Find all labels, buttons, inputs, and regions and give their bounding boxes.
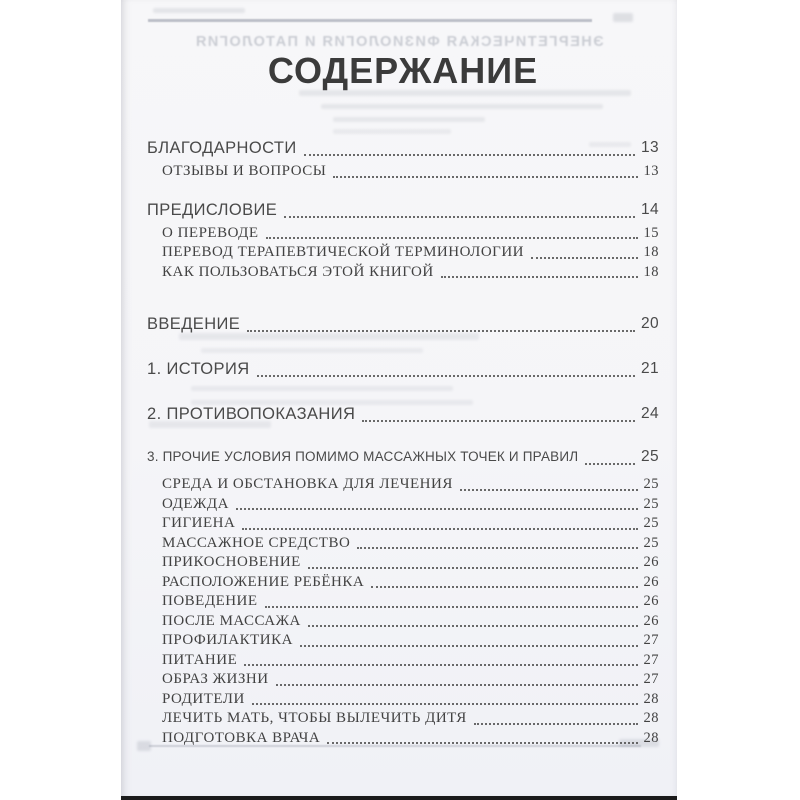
toc-row [162,651,659,671]
bleedthrough-rule [148,19,592,22]
toc-row [162,709,659,729]
toc-row [162,670,659,690]
toc-entry-label: ПОСЛЕ МАССАЖА [162,612,301,629]
toc-page-number: 25 [643,515,659,531]
dot-leader [265,606,638,608]
toc-row [162,495,659,515]
dot-leader [460,489,638,491]
toc-entry-label: ОБРАЗ ЖИЗНИ [162,671,269,687]
toc-row [147,402,659,426]
dot-leader [357,547,637,549]
toc-page-number: 28 [643,690,659,707]
dot-leader [308,625,638,627]
toc-page-number: 27 [643,671,659,687]
toc-page-number: 26 [643,573,659,590]
toc-entry-label: 1. ИСТОРИЯ [147,360,250,378]
toc-page-number: 26 [643,612,659,629]
toc-entry-label: ПРОФИЛАКТИКА [162,632,293,648]
dot-leader [236,508,638,510]
toc-page-number: 20 [640,315,659,332]
toc-page-number: 26 [643,554,659,570]
toc-row [147,357,659,381]
dot-leader [276,684,638,686]
dot-leader [441,276,638,278]
toc-page-number: 24 [640,405,659,422]
book-page [121,0,677,797]
toc-entry-label: ПОДГОТОВКА ВРАЧА [162,729,321,746]
toc-row [162,243,659,263]
dot-leader [308,567,638,569]
toc-section [147,445,659,748]
toc-entry-label: ЛЕЧИТЬ МАТЬ, ЧТОБЫ ВЫЛЕЧИТЬ ДИТЯ [162,710,467,726]
dot-leader [242,528,637,530]
toc-row [162,534,659,554]
bleedthrough-smudge [613,13,633,22]
toc-page-number: 25 [643,476,659,492]
toc-row [147,198,659,222]
toc-page-number: 27 [643,651,659,668]
toc-entry-label: МАССАЖНОЕ СРЕДСТВО [162,534,351,551]
toc-entry-label: ПРИКОСНОВЕНИЕ [162,554,301,570]
toc-entry-label: ОДЕЖДА [162,495,229,512]
toc-row [162,631,659,651]
toc-page-number: 15 [643,224,659,241]
toc-entry-label: ГИГИЕНА [162,515,236,531]
dot-leader [327,742,637,744]
dot-leader [474,723,638,725]
dot-leader [585,463,635,465]
toc-section [147,312,659,336]
toc-row [162,612,659,632]
toc-entry-label: ВВЕДЕНИЕ [147,315,241,333]
toc-section [147,357,659,381]
toc-page-number: 26 [643,593,659,609]
toc-entry-label: 2. ПРОТИВОПОКАЗАНИЯ [147,405,356,423]
table-of-contents [121,52,677,797]
dot-leader [300,645,638,647]
toc-row [162,514,659,534]
dot-leader [244,664,637,666]
toc-section [147,402,659,426]
toc-entry-label: СРЕДА И ОБСТАНОВКА ДЛЯ ЛЕЧЕНИЯ [162,476,453,492]
toc-row [147,445,659,469]
dot-leader [266,237,638,239]
toc-page-number: 14 [640,200,659,218]
toc-row [162,224,659,244]
toc-page-number: 13 [643,163,659,179]
toc-page-number: 25 [643,495,659,512]
toc-entry-label: БЛАГОДАРНОСТИ [147,139,297,157]
toc-page-number: 18 [643,244,659,260]
toc-row [162,263,659,283]
dot-leader [247,330,635,332]
dot-leader [362,420,635,422]
toc-page-number: 13 [640,139,659,156]
bleedthrough-running-head: ЭНЕРГЕТИЧЕСКАЯ ФИЗИОЛОГИЯ И ПАТОЛОГИЯ [194,34,604,50]
toc-entry-label: РОДИТЕЛИ [162,690,245,707]
toc-entry-label: ПЕРЕВОД ТЕРАПЕВТИЧЕСКОЙ ТЕРМИНОЛОГИИ [162,244,525,260]
dot-leader [531,257,637,259]
toc-row [147,136,659,160]
toc-entry-label: РАСПОЛОЖЕНИЕ РЕБЁНКА [162,573,365,590]
dot-leader [304,154,635,156]
toc-row [162,592,659,612]
toc-row [162,553,659,573]
dot-leader [257,375,635,377]
toc-page-number: 25 [640,448,659,465]
dot-leader [333,176,637,178]
toc-row [162,690,659,710]
toc-entry-label: ПОВЕДЕНИЕ [162,593,258,609]
toc-entry-label: ПИТАНИЕ [162,651,238,668]
toc-row [162,162,659,182]
toc-row [162,475,659,495]
toc-page-number: 18 [643,263,659,280]
toc-entry-label: ОТЗЫВЫ И ВОПРОСЫ [162,163,327,179]
toc-row [162,729,659,749]
toc-page-number: 25 [643,534,659,551]
toc-section [147,136,659,182]
toc-list [147,136,659,748]
toc-page-number: 21 [640,360,659,377]
toc-entry-label: 3. ПРОЧИЕ УСЛОВИЯ ПОМИМО МАССАЖНЫХ ТОЧЕК И ПРАВИЛ [147,449,579,464]
page-bottom-edge [121,796,677,800]
toc-row [162,573,659,593]
toc-section [147,198,659,283]
dot-leader [371,586,637,588]
page-title: СОДЕРЖАНИЕ [267,50,539,91]
dot-leader [284,216,635,218]
toc-entry-label: ПРЕДИСЛОВИЕ [147,200,278,219]
bleedthrough-smudge [153,8,245,13]
toc-page-number: 28 [643,729,659,746]
toc-entry-label: О ПЕРЕВОДЕ [162,224,259,241]
toc-page-number: 27 [643,632,659,648]
toc-row [147,312,659,336]
toc-page-number: 28 [643,710,659,726]
toc-entry-label: КАК ПОЛЬЗОВАТЬСЯ ЭТОЙ КНИГОЙ [162,263,434,280]
dot-leader [252,703,638,705]
